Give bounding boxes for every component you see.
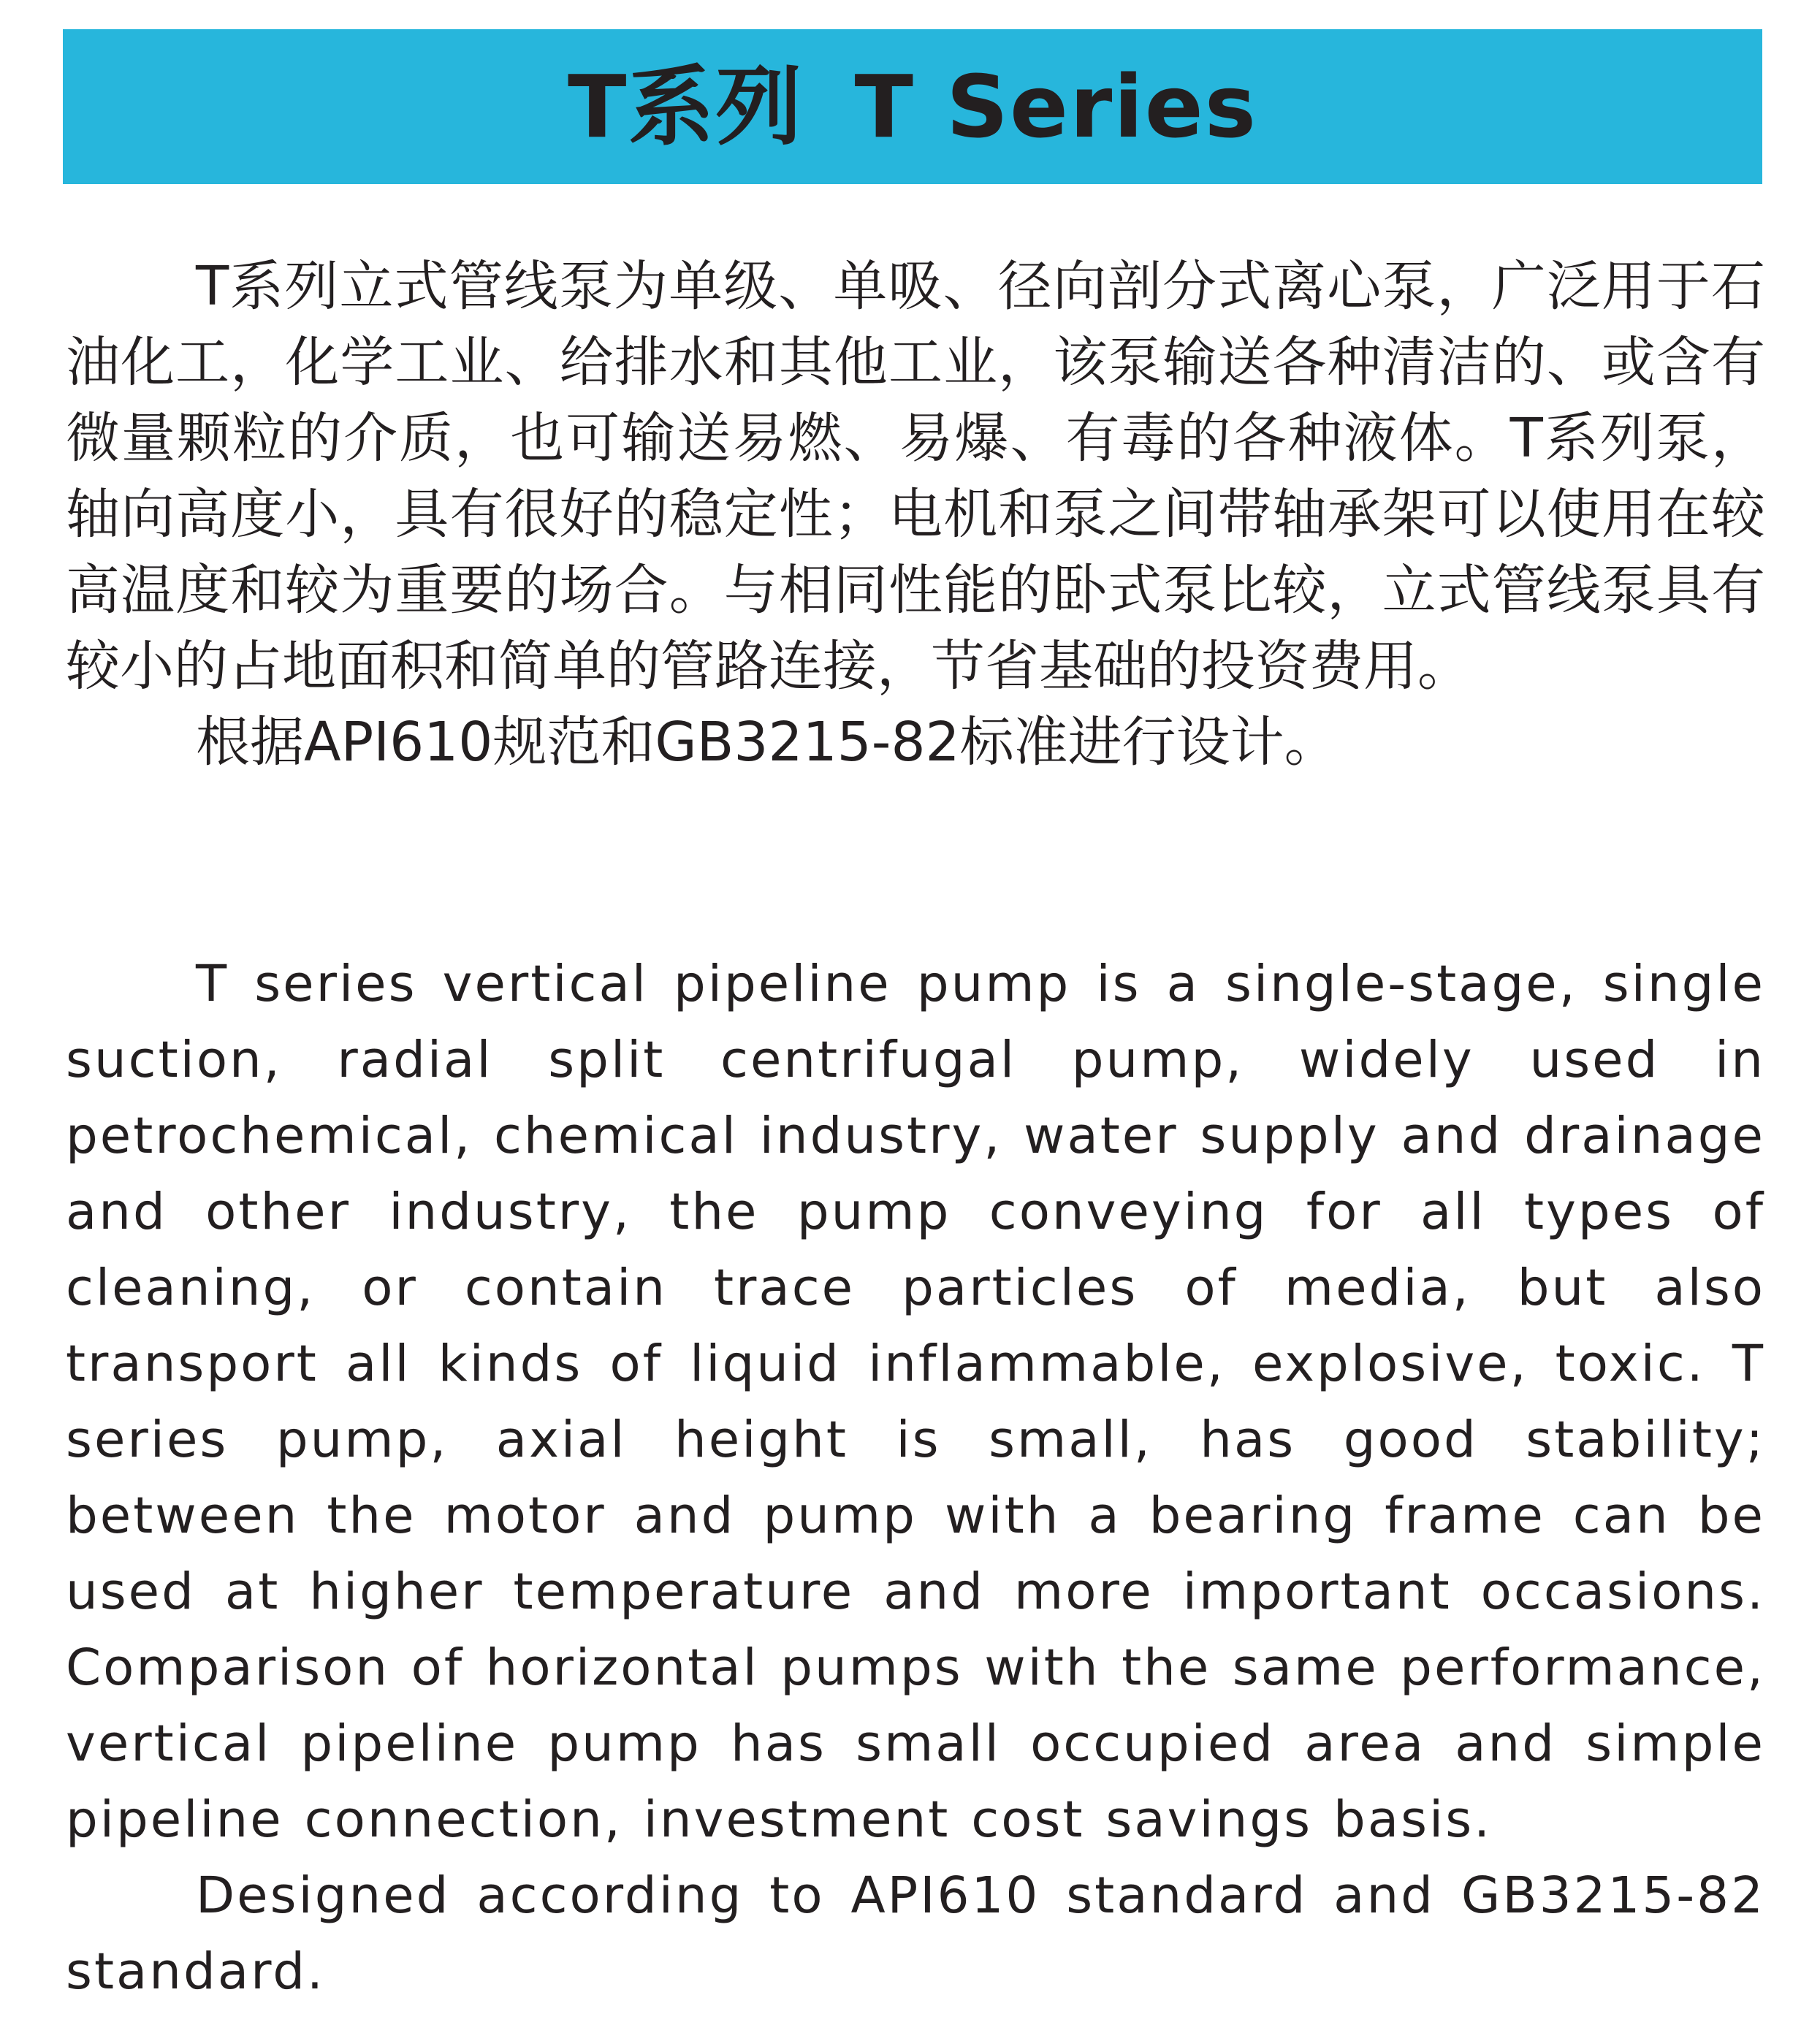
page-title [568, 56, 1257, 157]
english-paragraph-2: Designed according to API610 standard and GB3215-82 standard. [66, 1866, 1765, 2001]
title-english: T Series [854, 56, 1257, 157]
chinese-paragraph-2: 根据API610规范和GB3215-82标准进行设计。 [196, 711, 1339, 774]
english-paragraph-1: T series vertical pipeline pump is a single-stage, single suction, radial split centrifugal pump, widely used in petrochemical, chemical industry, water supply and drainage and other industry, the pump conveying for all types of cleaning, or contain trace particles of media, but also transport all kinds of liquid inflammable, explosive, toxic. T series pump, axial height is small, has good stability; between the motor and pump with a bearing frame can be used at higher temperature and more important occasions. Comparison of horizontal pumps with the same performance, vertical pipeline pump has small occupied area and simple pipeline connection, investment cost savings basis. [66, 955, 1765, 1849]
title-chinese: T系列 [568, 56, 804, 157]
english-description [66, 946, 1765, 2010]
chinese-description [66, 248, 1765, 780]
title-banner [63, 29, 1762, 184]
chinese-paragraph-1: T系列立式管线泵为单级、单吸、径向剖分式离心泵，广泛用于石油化工，化学工业、给排水和其他工业，该泵输送各种清洁的、或含有微量颗粒的介质，也可输送易燃、易爆、有毒的各种液体。T系列泵，轴向高度小，具有很好的稳定性；电机和泵之间带轴承架可以使用在较高温度和较为重要的场合。与相同性能的卧式泵比较，立式管线泵具有较小的占地面积和简单的管路连接，节省基础的投资费用。 [66, 255, 1765, 698]
